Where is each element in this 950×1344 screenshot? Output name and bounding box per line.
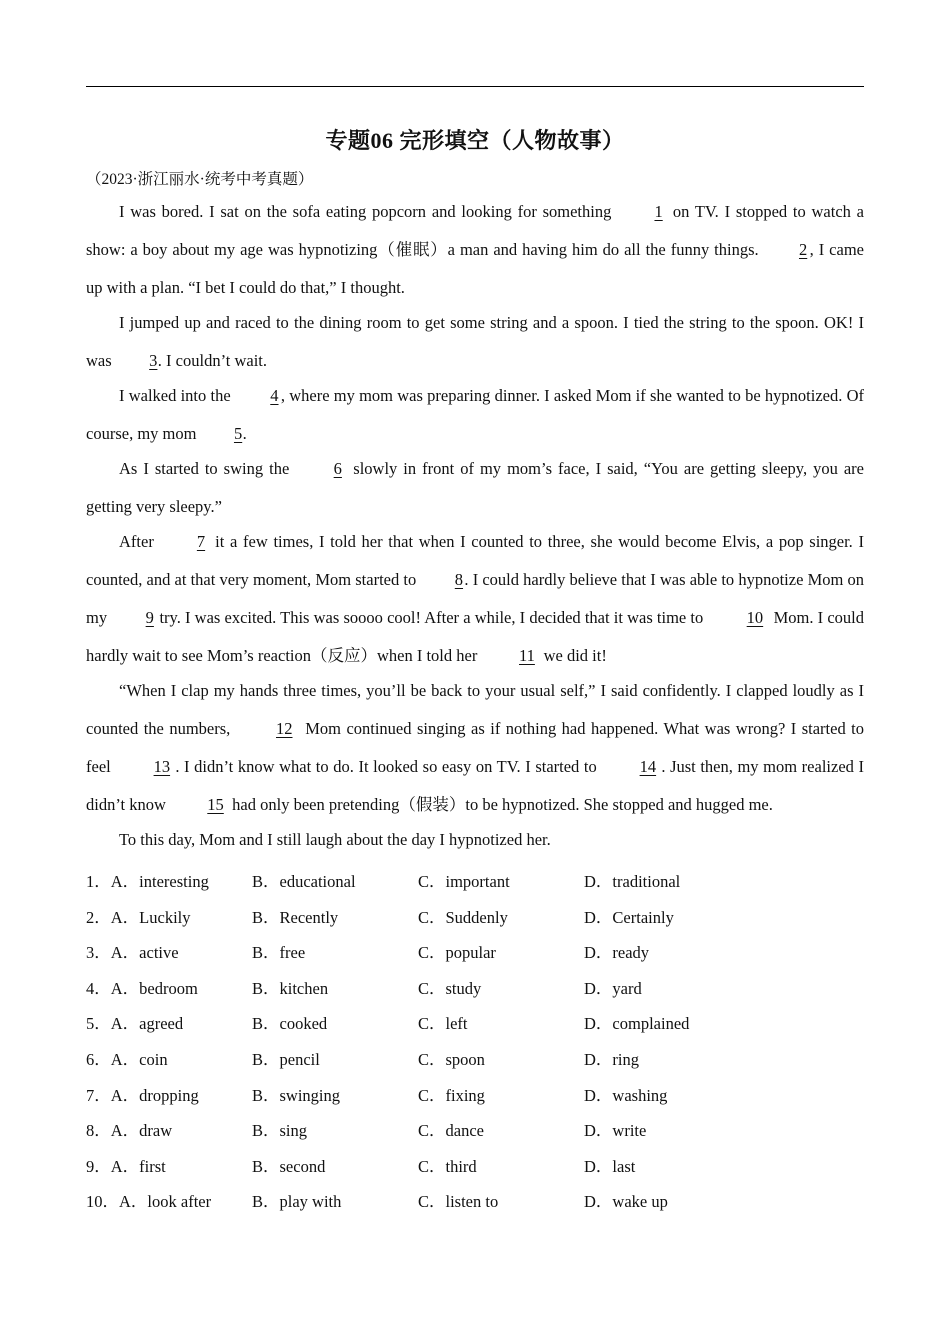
option-b: B．play with (252, 1192, 342, 1212)
source-note: （2023·浙江丽水·统考中考真题） (86, 171, 314, 188)
passage-text: it a few times, I told her that when I counted to three, she would become Elvis, a pop singer. I counted, and at that very moment, Mom started to (86, 532, 864, 589)
blank-14: 14 (639, 757, 657, 776)
question-10-options (86, 1182, 864, 1218)
blank-3: 3 (149, 351, 158, 370)
option-d: D．traditional (584, 872, 681, 891)
passage-text: . I didn’t know what to do. It looked so easy on TV. I started to (175, 757, 602, 776)
blank-1: 1 (654, 202, 663, 221)
blank-7: 7 (196, 532, 206, 551)
option-c: C．Suddenly (418, 907, 508, 927)
passage-paragraph (86, 193, 864, 307)
passage-text: . I could hardly believe that I was able to hypnotize Mom on my (86, 570, 864, 627)
passage-text: Mom continued singing as if nothing had happened. What was wrong? I started to feel (86, 719, 864, 776)
passage-text: . (242, 424, 247, 443)
passage-text: As I started to swing the (119, 459, 296, 478)
option-c: C．third (418, 1156, 477, 1176)
passage-paragraph (86, 523, 864, 675)
blank-8: 8 (454, 570, 464, 589)
passage-paragraph (86, 821, 864, 859)
option-a: 9．A．first (86, 1156, 166, 1176)
option-a: 4．A．bedroom (86, 978, 198, 998)
option-d: D．write (584, 1121, 647, 1141)
option-b: B．swinging (252, 1085, 341, 1105)
question-8-options (86, 1111, 864, 1147)
option-d: D．Certainly (584, 907, 674, 927)
option-c: C．study (418, 978, 482, 998)
passage-text: slowly in front of my mom’s face, I said, “You are getting sleepy, you are getting very sleepy.” (86, 459, 865, 516)
passage-text: I jumped up and raced to the dining room to get some string and a spoon. I tied the string to the spoon. OK! I was (86, 313, 864, 370)
passage-text: Mom. I could hardly wait to see Mom’s reaction（反应）when I told her (86, 608, 864, 665)
option-d: D．yard (584, 978, 642, 998)
blank-9: 9 (145, 608, 154, 627)
passage-paragraph (86, 377, 864, 453)
question-6-options (86, 1040, 864, 1076)
option-d: D．ready (584, 943, 650, 963)
passage-text: I walked into the (119, 386, 235, 405)
passage-text: After (119, 532, 160, 551)
option-a: 5．A．agreed (86, 1014, 184, 1034)
passage-text: . I couldn’t wait. (157, 351, 268, 370)
passage-text: we did it! (539, 646, 607, 665)
blank-5: 5 (233, 424, 243, 443)
passage-text: , where my mom was preparing dinner. I asked Mom if she wanted to be hypnotized. Of course, my mom (86, 386, 865, 443)
option-a: 10．A．look after (86, 1192, 212, 1212)
page-title: 专题06 完形填空（人物故事） (325, 128, 625, 153)
option-a: 1．A．interesting (86, 872, 209, 891)
option-c: C．fixing (418, 1085, 485, 1105)
option-c: C．important (418, 872, 510, 891)
question-3-options (86, 933, 864, 969)
question-5-options (86, 1004, 864, 1040)
option-c: C．left (418, 1014, 468, 1034)
passage-text: I was bored. I sat on the sofa eating popcorn and looking for something (119, 202, 618, 221)
option-d: D．ring (584, 1049, 639, 1069)
passage-text: “When I clap my hands three times, you’ll be back to your usual self,” I said confidently. I clapped loudly as I counted the numbers, (86, 681, 864, 738)
option-a: 3．A．active (86, 943, 179, 963)
blank-15: 15 (207, 795, 224, 814)
blank-6: 6 (333, 459, 342, 478)
option-b: B．educational (252, 872, 356, 891)
option-a: 7．A．dropping (86, 1085, 199, 1105)
blank-11: 11 (519, 646, 535, 665)
blank-4: 4 (270, 386, 279, 405)
option-b: B．Recently (252, 907, 339, 927)
option-a: 8．A．draw (86, 1121, 173, 1141)
passage-text: , I came up with a plan. “I bet I could do that,” I thought. (86, 240, 864, 297)
option-d: D．washing (584, 1085, 668, 1105)
option-b: B．free (252, 943, 306, 963)
option-a: 2．A．Luckily (86, 907, 191, 927)
passage-text: had only been pretending（假装）to be hypnotized. She stopped and hugged me. (228, 795, 773, 814)
passage-text: . Just then, my mom realized I didn’t know (86, 757, 864, 814)
question-9-options (86, 1147, 864, 1183)
option-b: B．pencil (252, 1049, 320, 1069)
blank-12: 12 (276, 719, 293, 738)
answer-options (86, 862, 864, 1218)
question-7-options (86, 1076, 864, 1112)
question-2-options (86, 898, 864, 934)
option-b: B．second (252, 1156, 326, 1176)
passage-text: try. I was excited. This was soooo cool! After a while, I decided that it was time to (155, 608, 708, 627)
option-b: B．sing (252, 1121, 308, 1141)
option-b: B．kitchen (252, 978, 329, 998)
passage-paragraph (86, 450, 864, 526)
cloze-passage (86, 193, 864, 859)
option-d: D．wake up (584, 1192, 668, 1212)
option-c: C．spoon (418, 1049, 485, 1069)
option-d: D．complained (584, 1014, 690, 1034)
question-1-options (86, 862, 864, 898)
option-d: D．last (584, 1156, 636, 1176)
blank-2: 2 (798, 240, 808, 259)
blank-13: 13 (153, 757, 171, 776)
header-rule (86, 86, 864, 87)
option-c: C．popular (418, 943, 496, 963)
passage-paragraph (86, 672, 864, 824)
option-c: C．dance (418, 1121, 484, 1141)
passage-paragraph (86, 304, 864, 380)
option-a: 6．A．coin (86, 1049, 168, 1069)
blank-10: 10 (746, 608, 764, 627)
question-4-options (86, 969, 864, 1005)
passage-text: To this day, Mom and I still laugh about the day I hypnotized her. (119, 830, 551, 849)
option-b: B．cooked (252, 1014, 328, 1034)
passage-text: on TV. I stopped to watch a show: a boy about my age was hypnotizing（催眠）a man and having him do all the funny things. (86, 202, 864, 259)
option-c: C．listen to (418, 1192, 499, 1212)
